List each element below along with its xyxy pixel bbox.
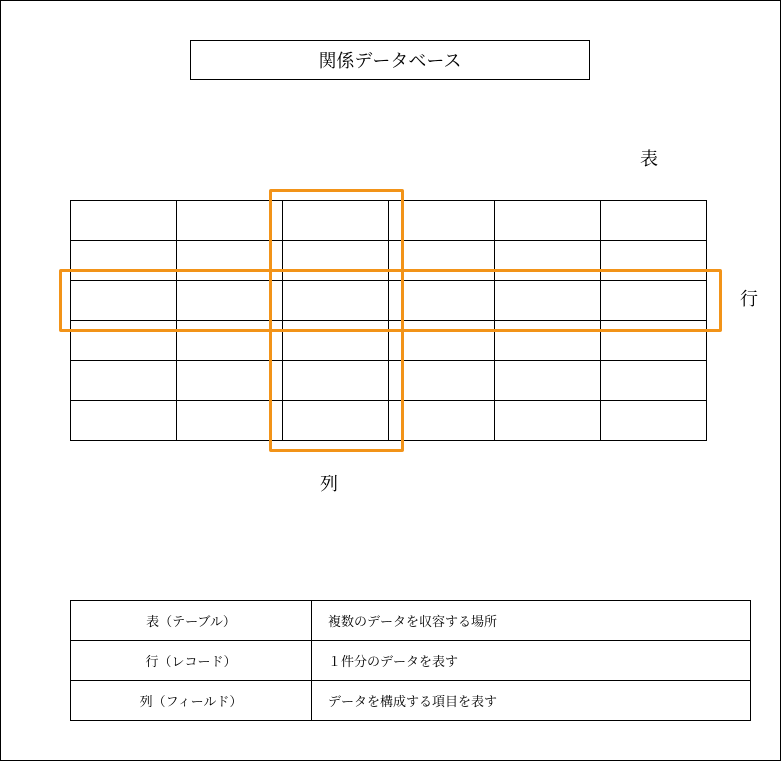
legend-term: 行（レコード）	[71, 641, 312, 681]
grid-cell	[177, 361, 283, 401]
legend-description: データを構成する項目を表す	[312, 681, 751, 721]
column-label: 列	[320, 474, 338, 495]
legend-row	[71, 641, 751, 681]
grid-cell	[601, 201, 707, 241]
legend-description: １件分のデータを表す	[312, 641, 751, 681]
table-label: 表	[640, 149, 658, 170]
grid-cell	[389, 361, 495, 401]
grid-cell	[495, 401, 601, 441]
grid-cell	[71, 201, 177, 241]
grid-cell	[177, 401, 283, 441]
grid-cell	[495, 361, 601, 401]
grid-cell	[389, 201, 495, 241]
grid-cell	[601, 401, 707, 441]
row-label: 行	[740, 289, 758, 310]
legend-row	[71, 601, 751, 641]
row-highlight	[59, 269, 722, 332]
legend-term: 列（フィールド）	[71, 681, 312, 721]
grid-cell	[177, 201, 283, 241]
grid-cell	[495, 201, 601, 241]
legend-row	[71, 681, 751, 721]
legend-table	[70, 600, 751, 721]
legend-description: 複数のデータを収容する場所	[312, 601, 751, 641]
diagram-title: 関係データベース	[190, 40, 590, 80]
grid-cell	[389, 401, 495, 441]
grid-cell	[71, 361, 177, 401]
grid-cell	[71, 401, 177, 441]
legend-term: 表（テーブル）	[71, 601, 312, 641]
grid-cell	[601, 361, 707, 401]
